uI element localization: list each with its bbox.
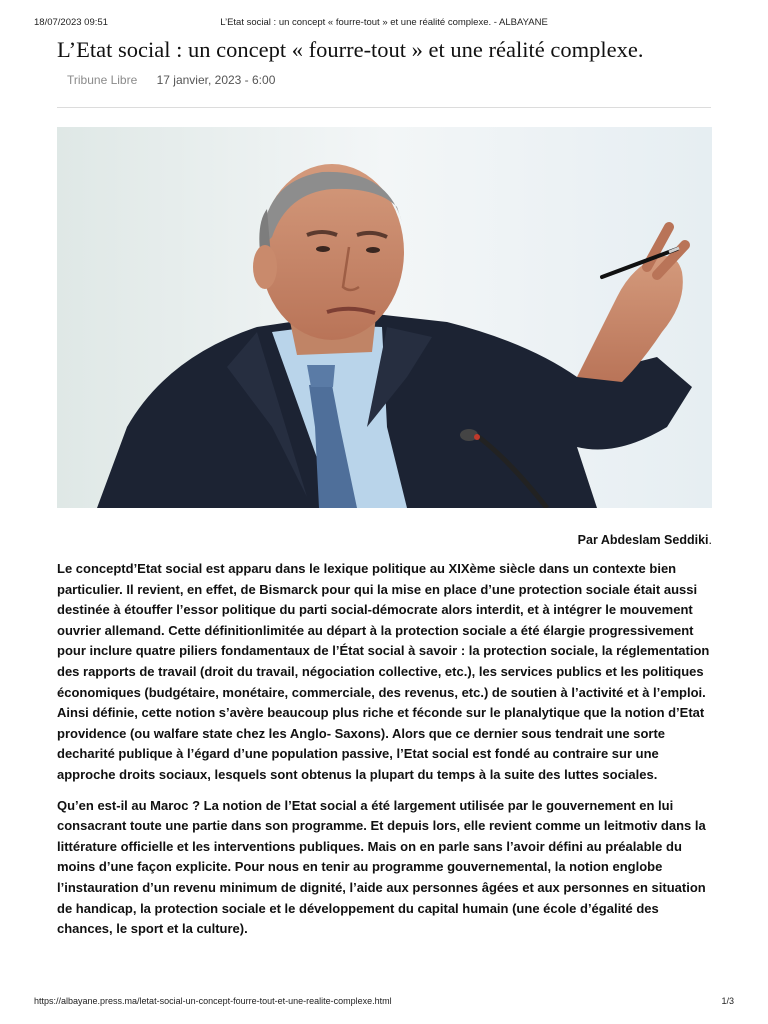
page-number: 1/3 (721, 996, 734, 1006)
speaker-photo-illustration (57, 127, 712, 508)
article-paragraph: Qu’en est-il au Maroc ? La notion de l’Etat social a été largement utilisée par le gouvernement en lui consacrant toute une partie dans son programme. Et depuis lors, elle revient comme un leitmotiv dans la littérature officielle et les interventions publiques. Mais on en parle sans l’avoir défini au préalable du moins d’une façon explicite. Pour nous en tenir au programme gouvernemental, la notion englobe l’instauration d’un revenu minimum de dignité, l’aide aux personnes âgées et aux personnes en situation de handicap, la protection sociale et le développement du capital humain (une école d’égalité des chances, le sport et la culture). (57, 797, 706, 937)
print-doc-title: L’Etat social : un concept « fourre-tout » et une réalité complexe. - ALBAYANE (220, 17, 548, 28)
article-body (57, 559, 713, 950)
publish-date: 17 janvier, 2023 - 6:00 (156, 73, 276, 87)
article-photo (57, 127, 712, 508)
article-paragraph: Le conceptd’Etat social est apparu dans le lexique politique au XIXème siècle dans un contexte bien particulier. Il revient, en effet, de Bismarck pour qui la mise en place d’une protection sociale était aussi destinée à étouffer l’essor politique du parti social-démocrate alors interdit, et à intégrer le mouvement ouvrier allemand. Cette définitionlimitée au départ à la protection sociale a été élargie progressivement pour inclure quatre piliers fondamentaux de l’État social à savoir : la protection sociale, la réglementation des rapports de travail (droit du travail, négociation collective, etc.), les services publics et les politiques économiques (budgétaire, monétaire, commerciale, des revenus, etc.) de soutien à l’activité et à l’emploi. Ainsi définie, cette notion s’avère beaucoup plus riche et féconde sur le planalytique que la notion d’Etat providence (ou walfare state chez les Anglo- Saxons). Alors que ce dernier sous tendrait une sorte decharité publique à l’égard d’une population passive, l’Etat social est fondé au contraire sur une approche droits sociaux, lesquels sont obtenus la plupart du temps à la suite des luttes sociales. (57, 561, 710, 782)
article-meta (67, 73, 275, 87)
byline-suffix: . (708, 533, 712, 547)
print-header (34, 17, 734, 31)
divider (57, 107, 711, 108)
article-byline (578, 533, 712, 547)
byline-author: Abdeslam Seddiki (600, 533, 709, 547)
article-title: L’Etat social : un concept « fourre-tout » et une réalité complexe. (57, 37, 644, 62)
category-link[interactable]: Tribune Libre (67, 73, 138, 87)
print-footer (34, 996, 734, 1008)
page-url: https://albayane.press.ma/letat-social-un-concept-fourre-tout-et-une-realite-complexe.html (34, 996, 392, 1006)
byline-prefix: Par (577, 533, 601, 547)
print-datetime: 18/07/2023 09:51 (34, 17, 108, 28)
